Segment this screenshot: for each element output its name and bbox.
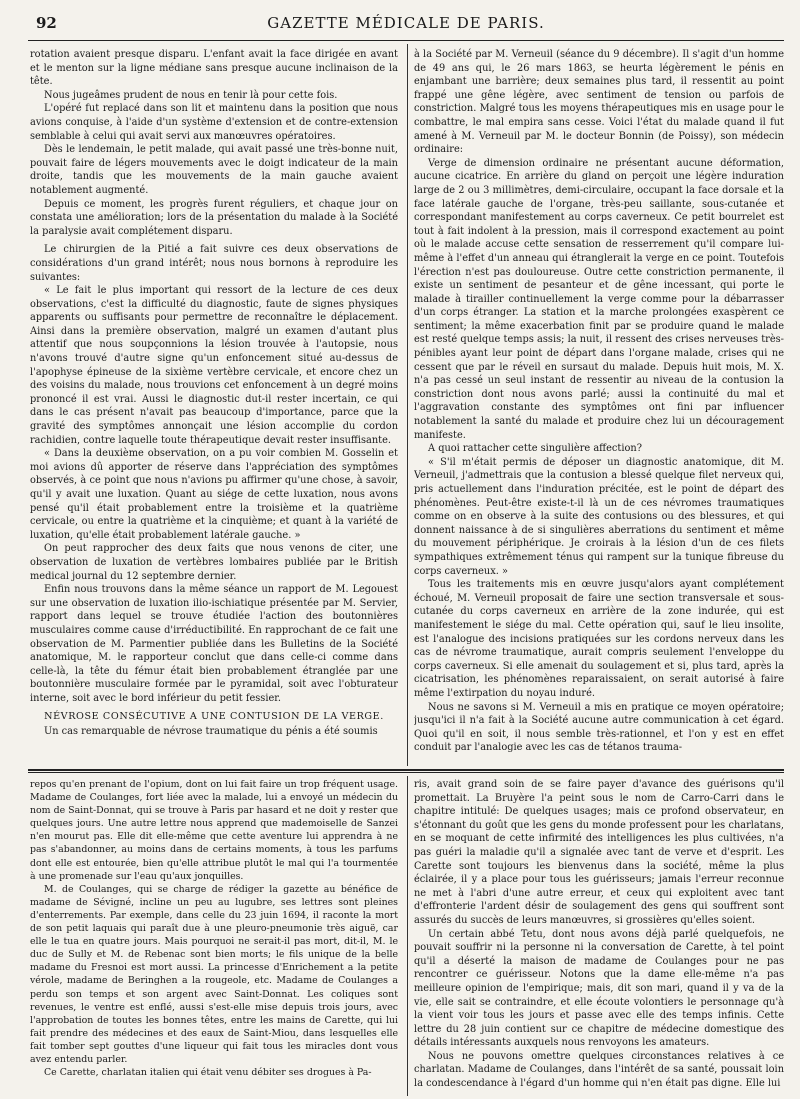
feuilleton-rule-thin — [28, 772, 784, 773]
column-divider-top — [407, 44, 408, 766]
paragraph: L'opéré fut replacé dans son lit et maintenu dans la position que nous avions conquise, à l'aide d'un système d'extension et de contre-extension semblable à celui qui avait servi aux manœuvres opératoires. — [30, 103, 398, 142]
paragraph: « Dans la deuxième observation, on a pu voir combien M. Gosselin et moi avions dû apporter de réserve dans l'appréciation des symptômes observés, à ce point que nous n'avions pu affirmer qu'une chose, à savoir, qu'il y avait une luxation. Quant au siége de cette luxation, nous avons pensé qu'il était probablement entre la troisième et la quatrième cervicale, ou entre la quatrième et la cinquième; et quant à la variété de luxation, qu'elle était probablement latérale gauche. » — [30, 448, 398, 541]
paragraph: « Le fait le plus important qui ressort de la lecture de ces deux observations, c'est la difficulté du diagnostic, faute de signes physiques apparents ou suffisants pour permettre de reconnaître le déplacement. Ainsi dans la première observation, malgré un examen d'autant plus attentif que nous soupçonnions la lésion trouvée à l'autopsie, nous n'avons trouvé d'autre signe qu'un enfoncement situé au-dessus de l'apophyse épineuse de la sixième vertèbre cervicale, et encore chez un des voisins du malade, nous trouvions cet enfoncement à un degré moins prononcé il est vrai. Aussi le diagnostic dut-il rester incertain, ce qui dans le cas présent n'avait pas beaucoup d'importance, parce que la gravité des symptômes annonçait une lésion accomplie du cordon rachidien, contre laquelle toute thérapeutique devait rester insuffisante. — [30, 285, 398, 446]
paragraph: Nous ne savons si M. Verneuil a mis en pratique ce moyen opératoire; jusqu'ici il n'a fait à la Société aucune autre communication à cet égard. Quoi qu'il en soit, il nous semble très-rationnel, et l'on y est en effet conduit par l'analogie avec les cas de tétanos trauma- — [414, 701, 784, 754]
paragraph: A quoi rattacher cette singulière affection? — [428, 443, 642, 455]
paragraph: rotation avaient presque disparu. L'enfant avait la face dirigée en avant et le menton sur la ligne médiane sans presque aucune inclinaison de la tête. — [30, 49, 398, 88]
paragraph: Nous jugeâmes prudent de nous en tenir là pour cette fois. — [44, 89, 338, 101]
paragraph: Un certain abbé Tetu, dont nous avons déjà parlé quelquefois, ne pouvait souffrir ni la personne ni la conversation de Carette, à tel point qu'il a déserté la maison de madame de Coulanges pour ne pas rencontrer ce guérisseur. Notons que la dame elle-même n'a pas meilleure opinion de l'empirique; mais, dit son mari, quand il y va de la vie, elle sait se contraindre, et elle écoute volontiers le personnage qu'à la vient voir tous les jours et passe avec elle des temps infinis. Cette lettre du 28 juin contient sur ce chapitre de médecine domestique des détails intéressants auxquels nous renvoyons les amateurs. — [414, 928, 784, 1049]
paragraph: repos qu'en prenant de l'opium, dont on lui fait faire un trop fréquent usage. Madame de Coulanges, fort liée avec la malade, lui a envoyé un médecin du nom de Saint-Donnat, qui se trouve à Paris par hasard et ne doit y rester que quelques jours. Une autre lettre nous apprend que mademoiselle de Sanzei n'en mourut pas. Elle dit elle-même que cette aventure lui apprendra à ne pas s'abandonner, au moins dans de certains moments, à tous les parfums dont elle est entourée, bien qu'elle attribue plutôt le mal qui l'a tourmentée à une promenade sur l'eau qu'aux jonquilles. — [30, 779, 398, 882]
paragraph: On peut rapprocher des deux faits que nous venons de citer, une observation de luxation de vertèbres lombaires publiée par le British medical journal du 12 septembre dernier. — [30, 543, 398, 582]
paragraph: Nous ne pouvons omettre quelques circonstances relatives à ce charlatan. Madame de Coulanges, dans l'intérêt de sa santé, poussait loin la condescendance à l'égard d'un homme qui n'en était pas digne. Elle lui — [414, 1050, 784, 1090]
paragraph: Verge de dimension ordinaire ne présentant aucune déformation, aucune cicatrice. En arrière du gland on perçoit une légère induration large de 2 ou 3 millimètres, demi-circulaire, occupant la face dorsale et la face latérale gauche de l'organe, très-peu saillante, sous-cutanée et correspondant manifestement au corps caverneux. Ce petit bourrelet est tout à fait indolent à la pression, mais il correspond exactement au point où le malade accuse cette sensation de resserrement qu'il compare lui-même à l'effet d'un anneau qui étranglerait la verge en ce point. Toutefois l'érection n'est pas douloureuse. Outre cette constriction permanente, il existe un sentiment de pesanteur et de gêne incessant, qui porte le malade à tirailler continuellement la verge comme pour la débarrasser d'un corps étranger. La station et la marche prolongées exaspèrent ce sentiment; la même exacerbation finit par se produire quand le malade est resté quelque temps assis; la nuit, il ressent des crises nerveuses très-pénibles ayant leur point de départ dans l'organe malade, crises qui ne cessent que par le réveil en sursaut du malade. Depuis huit mois, M. X. n'a pas cessé un seul instant de ressentir au niveau de la contusion la constriction dont nous avons parlé; aussi la continuité du mal et l'aggravation constante des symptômes ont fini par influencer notablement la santé du malade et produire chez lui un découragement manifeste. — [414, 157, 784, 441]
paragraph: M. de Coulanges, qui se charge de rédiger la gazette au bénéfice de madame de Sévigné, incline un peu au lugubre, ses lettres sont pleines d'enterrements. Par exemple, dans celle du 23 juin 1694, il raconte la mort de son petit laquais qui paraît due à une pleuro-pneumonie très aiguë, car elle le tua en quatre jours. Mais pourquoi ne serait-il pas mort, dit-il, M. le duc de Sully et M. de Rebenac sont bien morts; le fils unique de la belle madame du Fresnoi est mort aussi. La princesse d'Enrichement a la petite vérole, madame de Beringhen a la rougeole, etc. Madame de Coulanges a perdu son temps et son argent avec Saint-Donnat. Les coliques sont revenues, le ventre est enflé, aussi s'est-elle mise depuis trois jours, avec l'approbation de toutes les bonnes têtes, entre les mains de Carette, qui lui fait prendre des médecines et des eaux de Saint-Miou, dans lesquelles elle fait tomber sept gouttes d'une liqueur qui fait tous les miracles dont vous avez entendu parler. — [30, 883, 398, 1065]
column-divider-bottom — [407, 776, 408, 1096]
paragraph: Un cas remarquable de névrose traumatique du pénis a été soumis — [44, 726, 378, 738]
page-header — [28, 8, 784, 41]
bottom-left-column — [30, 778, 398, 1096]
paragraph: à la Société par M. Verneuil (séance du 9 décembre). Il s'agit d'un homme de 49 ans qui, le 26 mars 1863, se heurta légèrement le pénis en enjambant une barrière; deux semaines plus tard, il ressentit au point frappé une gêne légère, avec sentiment de tension ou parfois de constriction. Malgré tous les moyens thérapeutiques mis en usage pour le combattre, le mal empira sans cesse. Voici l'état du malade quand il fut amené à M. Verneuil par M. le docteur Bonnin (de Poissy), son médecin ordinaire: — [414, 49, 784, 156]
paragraph: Dès le lendemain, le petit malade, qui avait passé une très-bonne nuit, pouvait faire de légers mouvements avec le doigt indicateur de la main droite, tandis que les mouvements de la main gauche avaient notablement augmenté. — [30, 144, 398, 196]
paragraph: Le chirurgien de la Pitié a fait suivre ces deux observations de considérations d'un grand intérêt; nous nous bornons à reproduire les suivantes: — [30, 244, 398, 283]
bottom-right-column — [414, 778, 784, 1096]
paragraph: Tous les traitements mis en œuvre jusqu'alors ayant complétement échoué, M. Verneuil proposait de faire une section transversale et sous-cutanée du corps caverneux en arrière de la zone indurée, qui est manifestement le siége du mal. Cette opération qui, sauf le lieu insolite, est l'analogue des incisions pratiquées sur les cordons nerveux dans les cas de névrome traumatique, aurait compris seulement l'enveloppe du corps caverneux. Si elle amenait du soulagement et si, plus tard, après la cicatrisation, les phénomènes reparaissaient, on serait autorisé à faire même l'extirpation du noyau induré. — [414, 579, 784, 699]
page-number: 92 — [36, 14, 57, 32]
top-left-column — [30, 48, 398, 762]
paragraph: « S'il m'était permis de déposer un diagnostic anatomique, dit M. Verneuil, j'admettrais que la contusion a blessé quelque filet nerveux qui, pris actuellement dans l'induration précitée, est le point de départ des phénomènes. Peut-être existe-t-il là un de ces névromes traumatiques comme on en observe à la suite des contusions ou des blessures, et qui donnent naissance à de si singulières aberrations du sentiment et même du mouvement périphérique. Je croirais à la lésion d'un de ces filets sympathiques extrêmement ténus qui rampent sur la tunique fibreuse du corps caverneux. » — [414, 456, 784, 577]
section-subheading: NÉVROSE CONSÉCUTIVE A UNE CONTUSION DE LA VERGE. — [44, 710, 384, 722]
running-title: GAZETTE MÉDICALE DE PARIS. — [267, 14, 545, 32]
top-right-column — [414, 48, 784, 762]
paragraph: Enfin nous trouvons dans la même séance un rapport de M. Legouest sur une observation de luxation ilio-ischiatique présentée par M. Servier, rapport dans lequel se trouve étudiée l'action des boutonnières musculaires comme cause d'irréductibilité. En rapprochant de ce fait une observation de M. Parmentier publiée dans les Bulletins de la Société anatomique, M. le rapporteur conclut que dans celle-ci comme dans celle-là, la tête du fémur était bien probablement étranglée par une boutonnière musculaire formée par le pyramidal, soit avec l'obturateur interne, soit avec le bord inférieur du petit fessier. — [30, 584, 398, 704]
paragraph: Ce Carette, charlatan italien qui était venu débiter ses drogues à Pa- — [44, 1067, 372, 1079]
paragraph: ris, avait grand soin de se faire payer d'avance des guérisons qu'il promettait. La Bruyère l'a peint sous le nom de Carro-Carri dans le chapitre intitulé: De quelques usages; mais ce profond observateur, en s'étonnant du goût que les gens du monde professent pour les charlatans, en se moquant de cette infirmité des intelligences les plus cultivées, n'a pas guéri la maladie qu'il a signalée avec tant de verve et d'esprit. Les Carette sont toujours les bienvenus dans la société, même la plus éclairée, il y a place pour tous les guérisseurs; jamais l'erreur reconnue ne met à l'abri d'une autre erreur, et ceux qui exploitent avec tant d'effronterie l'ardent désir de soulagement des gens qui souffrent sont assurés du succès de leurs manœuvres, si grossières qu'elles soient. — [414, 779, 784, 926]
paragraph: Depuis ce moment, les progrès furent réguliers, et chaque jour on constata une amélioration; lors de la présentation du malade à la Société la paralysie avait complétement disparu. — [30, 198, 398, 237]
feuilleton-rule — [28, 769, 784, 771]
